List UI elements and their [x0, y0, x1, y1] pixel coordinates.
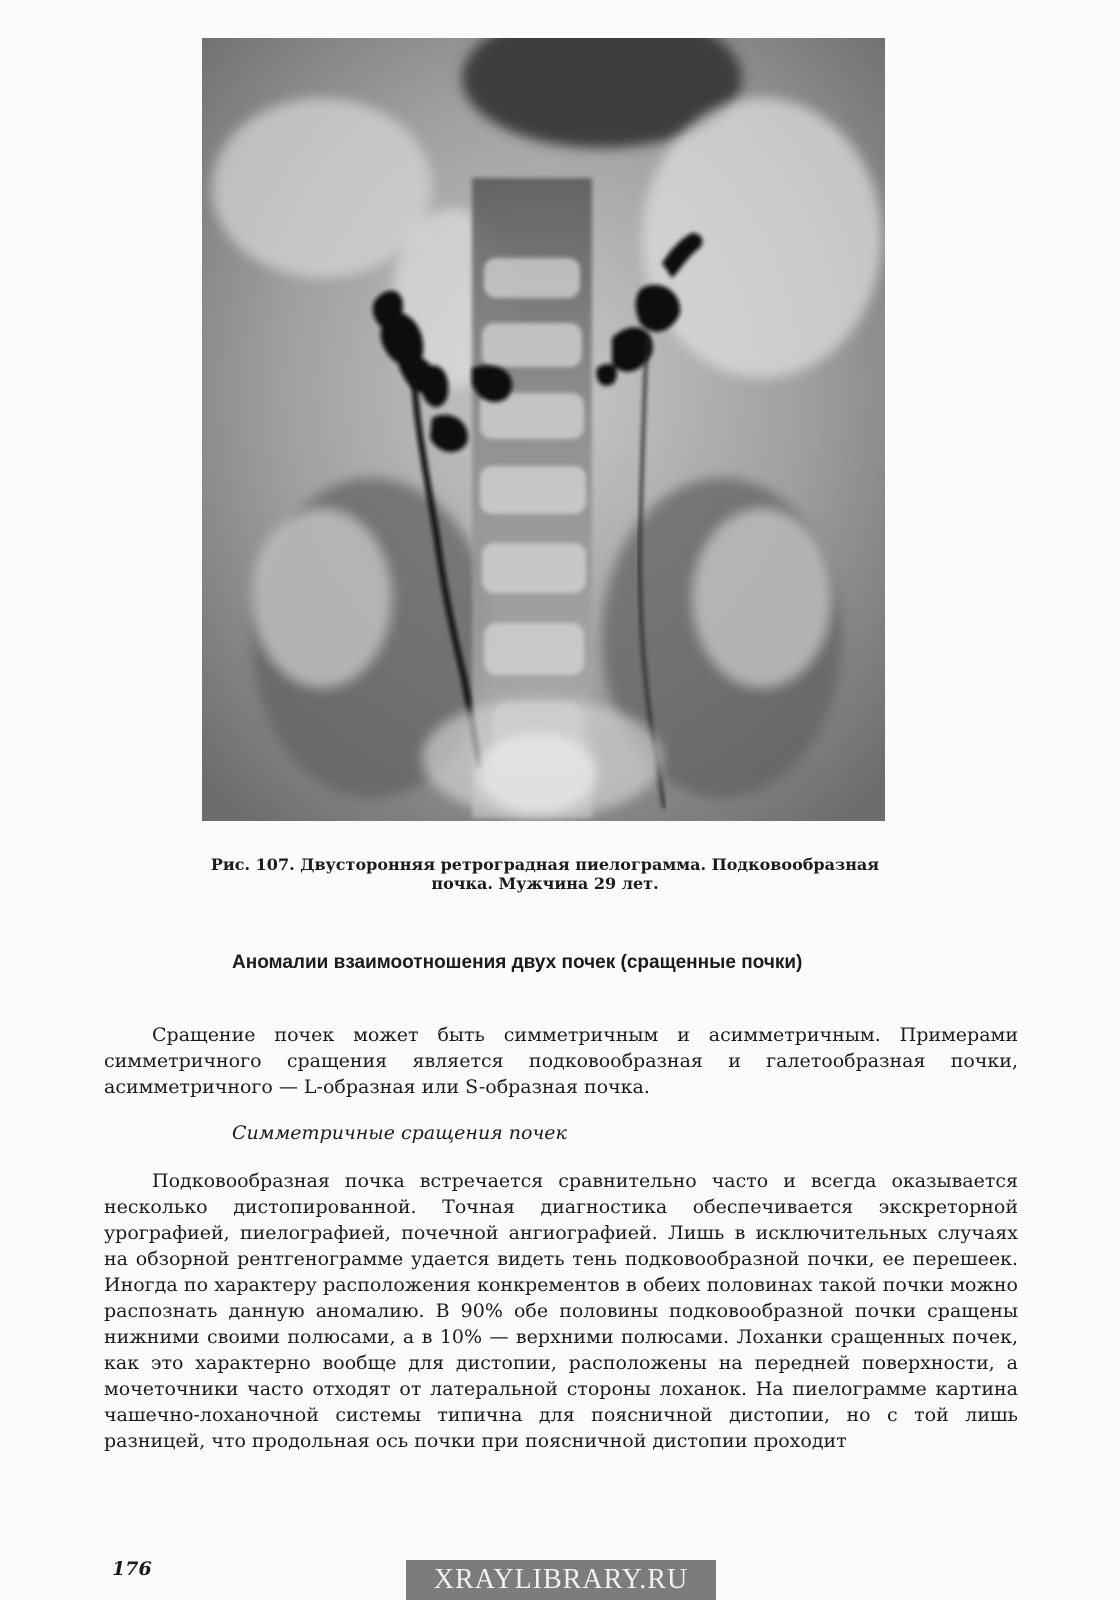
- section-heading: Аномалии взаимоотношения двух почек (сращенные почки): [232, 952, 803, 973]
- paragraph-2: [104, 1168, 1018, 1454]
- retrograde-pyelogram-image: [202, 38, 885, 821]
- watermark: XRAYLIBRARY.RU: [406, 1560, 716, 1600]
- page-number: 176: [112, 1558, 152, 1580]
- paragraph-1-text: Сращение почек может быть симметричным и асимметричным. Примерами симметричного сращения является подковообразная и галетообразная почки, асимметричного — L-образная или S-образная почка.: [104, 1024, 1018, 1098]
- figure-caption: Рис. 107. Двусторонняя ретроградная пиелограмма. Подковообразная почка. Мужчина 29 лет.: [210, 855, 880, 893]
- subsection-heading: Симметричные сращения почек: [232, 1122, 567, 1144]
- paragraph-1: [104, 1022, 1018, 1100]
- paragraph-2-text: Подковообразная почка встречается сравнительно часто и всегда оказывается несколько дистопированной. Точная диагностика обеспечивается экскреторной урографией, пиелографией, почечной ангиографией. Лишь в исключительных случаях на обзорной рентгенограмме удается видеть тень подковообразной почки, ее перешеек. Иногда по характеру расположения конкрементов в обеих половинах такой почки можно распознать данную аномалию. В 90% обе половины подковообразной почки сращены нижними своими полюсами, а в 10% — верхними полюсами. Лоханки сращенных почек, как это характерно вообще для дистопии, расположены на передней поверхности, а мочеточники часто отходят от латеральной стороны лоханок. На пиелограмме картина чашечно-лоханочной системы типична для поясничной дистопии, но с той лишь разницей, что продольная ось почки при поясничной дистопии проходит: [104, 1170, 1018, 1452]
- xray-figure: [202, 38, 885, 821]
